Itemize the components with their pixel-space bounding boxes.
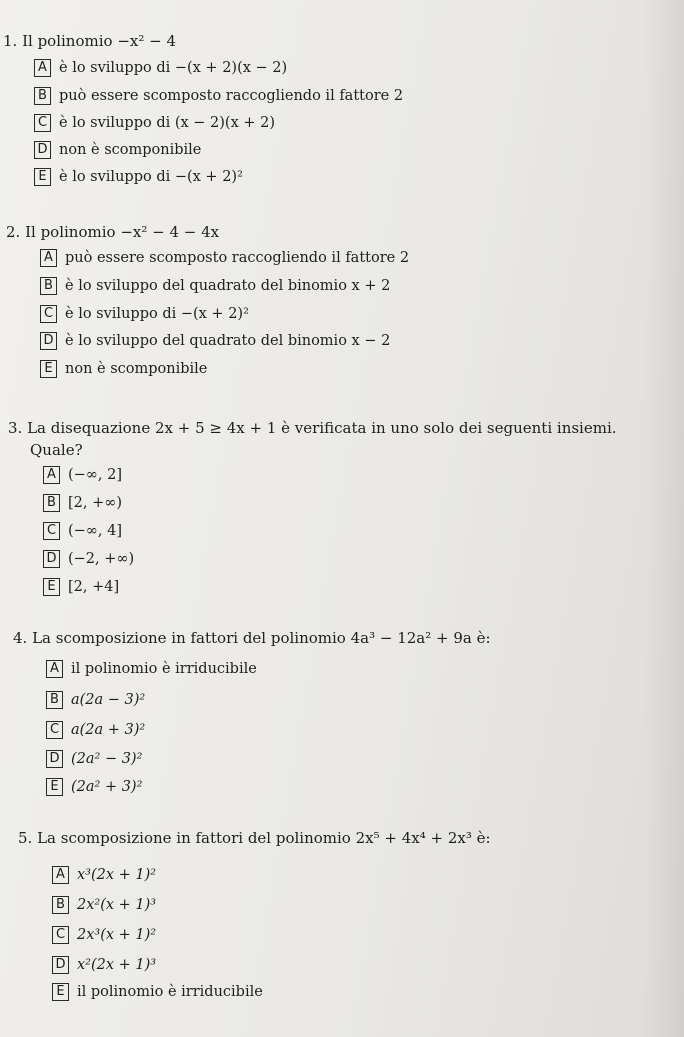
option-letter: C: [34, 114, 51, 132]
option-text: è lo sviluppo di (x − 2)(x + 2): [59, 115, 276, 131]
option-text: x³(2x + 1)²: [77, 867, 157, 883]
option-text: il polinomio è irriducibile: [71, 661, 257, 677]
question-number: 5.: [18, 829, 33, 847]
question-statement: La disequazione 2x + 5 ≥ 4x + 1 è verificata in uno solo dei seguenti insiemi.: [27, 419, 617, 437]
option-c[interactable]: [46, 720, 145, 740]
option-text: [2, +4]: [68, 579, 120, 595]
option-letter: C: [46, 721, 63, 739]
option-c[interactable]: [40, 304, 249, 324]
option-c[interactable]: [43, 521, 122, 541]
option-e[interactable]: [52, 982, 263, 1002]
question-number: 3.: [8, 419, 23, 437]
option-text: è lo sviluppo di −(x + 2)²: [65, 306, 249, 322]
option-letter: E: [52, 983, 69, 1001]
option-b[interactable]: [46, 690, 145, 710]
option-text: (−∞, 2]: [68, 467, 122, 483]
option-letter: E: [46, 778, 63, 796]
option-e[interactable]: [40, 359, 207, 379]
option-letter: B: [34, 87, 51, 105]
option-text: può essere scomposto raccogliendo il fattore 2: [65, 250, 410, 266]
option-a[interactable]: [40, 248, 409, 268]
option-letter: A: [40, 249, 57, 267]
option-letter: A: [43, 466, 60, 484]
option-e[interactable]: [34, 167, 243, 187]
option-text: può essere scomposto raccogliendo il fattore 2: [59, 88, 404, 104]
option-text: è lo sviluppo di −(x + 2)²: [59, 169, 243, 185]
option-letter: D: [46, 750, 63, 768]
option-letter: C: [52, 926, 69, 944]
option-d[interactable]: [52, 955, 156, 975]
question-text: [18, 827, 491, 849]
question-text: [6, 221, 219, 243]
option-a[interactable]: [43, 465, 122, 485]
question-statement: La scomposizione in fattori del polinomio 2x⁵ + 4x⁴ + 2x³ è:: [37, 829, 491, 847]
option-letter: D: [43, 550, 60, 568]
option-e[interactable]: [43, 577, 119, 597]
option-text: è lo sviluppo del quadrato del binomio x − 2: [65, 333, 391, 349]
option-text: 2x³(x + 1)²: [77, 927, 157, 943]
option-e[interactable]: [46, 777, 142, 797]
option-b[interactable]: [52, 895, 156, 915]
option-a[interactable]: [52, 865, 156, 885]
option-text: (−2, +∞): [68, 551, 135, 567]
option-letter: A: [34, 59, 51, 77]
question-number: 1.: [3, 32, 18, 50]
option-d[interactable]: [43, 549, 134, 569]
option-d[interactable]: [46, 749, 142, 769]
option-letter: E: [40, 360, 57, 378]
option-text: non è scomponibile: [65, 361, 208, 377]
option-letter: A: [52, 866, 69, 884]
question-statement: La scomposizione in fattori del polinomio 4a³ − 12a² + 9a è:: [32, 629, 491, 647]
option-d[interactable]: [34, 140, 201, 160]
option-text: è lo sviluppo di −(x + 2)(x − 2): [59, 60, 288, 76]
option-a[interactable]: [46, 659, 257, 679]
question-text: [3, 30, 176, 52]
option-text: (2a² − 3)²: [71, 751, 143, 767]
option-a[interactable]: [34, 58, 287, 78]
question-number: 4.: [13, 629, 28, 647]
option-text: [2, +∞): [68, 495, 122, 511]
option-d[interactable]: [40, 331, 390, 351]
option-text: 2x²(x + 1)³: [77, 897, 157, 913]
option-text: (2a² + 3)²: [71, 779, 143, 795]
option-text: il polinomio è irriducibile: [77, 984, 263, 1000]
option-letter: A: [46, 660, 63, 678]
question-statement: Il polinomio −x² − 4: [22, 32, 177, 50]
option-letter: C: [40, 305, 57, 323]
question-text: [8, 417, 617, 461]
option-letter: B: [52, 896, 69, 914]
option-text: (−∞, 4]: [68, 523, 122, 539]
option-c[interactable]: [34, 113, 275, 133]
option-text: x²(2x + 1)³: [77, 957, 157, 973]
question-text: [13, 627, 491, 649]
option-b[interactable]: [43, 493, 122, 513]
option-letter: D: [40, 332, 57, 350]
question-statement-continued: Quale?: [30, 441, 83, 459]
page-edge-shadow: [644, 0, 684, 1037]
option-letter: D: [52, 956, 69, 974]
option-text: a(2a − 3)²: [71, 692, 146, 708]
option-letter: C: [43, 522, 60, 540]
option-letter: B: [40, 277, 57, 295]
option-text: non è scomponibile: [59, 142, 202, 158]
option-letter: B: [43, 494, 60, 512]
option-b[interactable]: [40, 276, 390, 296]
option-letter: E: [34, 168, 51, 186]
option-b[interactable]: [34, 86, 403, 106]
option-letter: B: [46, 691, 63, 709]
option-letter: E: [43, 578, 60, 596]
option-text: a(2a + 3)²: [71, 722, 146, 738]
option-text: è lo sviluppo del quadrato del binomio x + 2: [65, 278, 391, 294]
option-c[interactable]: [52, 925, 156, 945]
question-number: 2.: [6, 223, 21, 241]
option-letter: D: [34, 141, 51, 159]
question-statement: Il polinomio −x² − 4 − 4x: [25, 223, 220, 241]
